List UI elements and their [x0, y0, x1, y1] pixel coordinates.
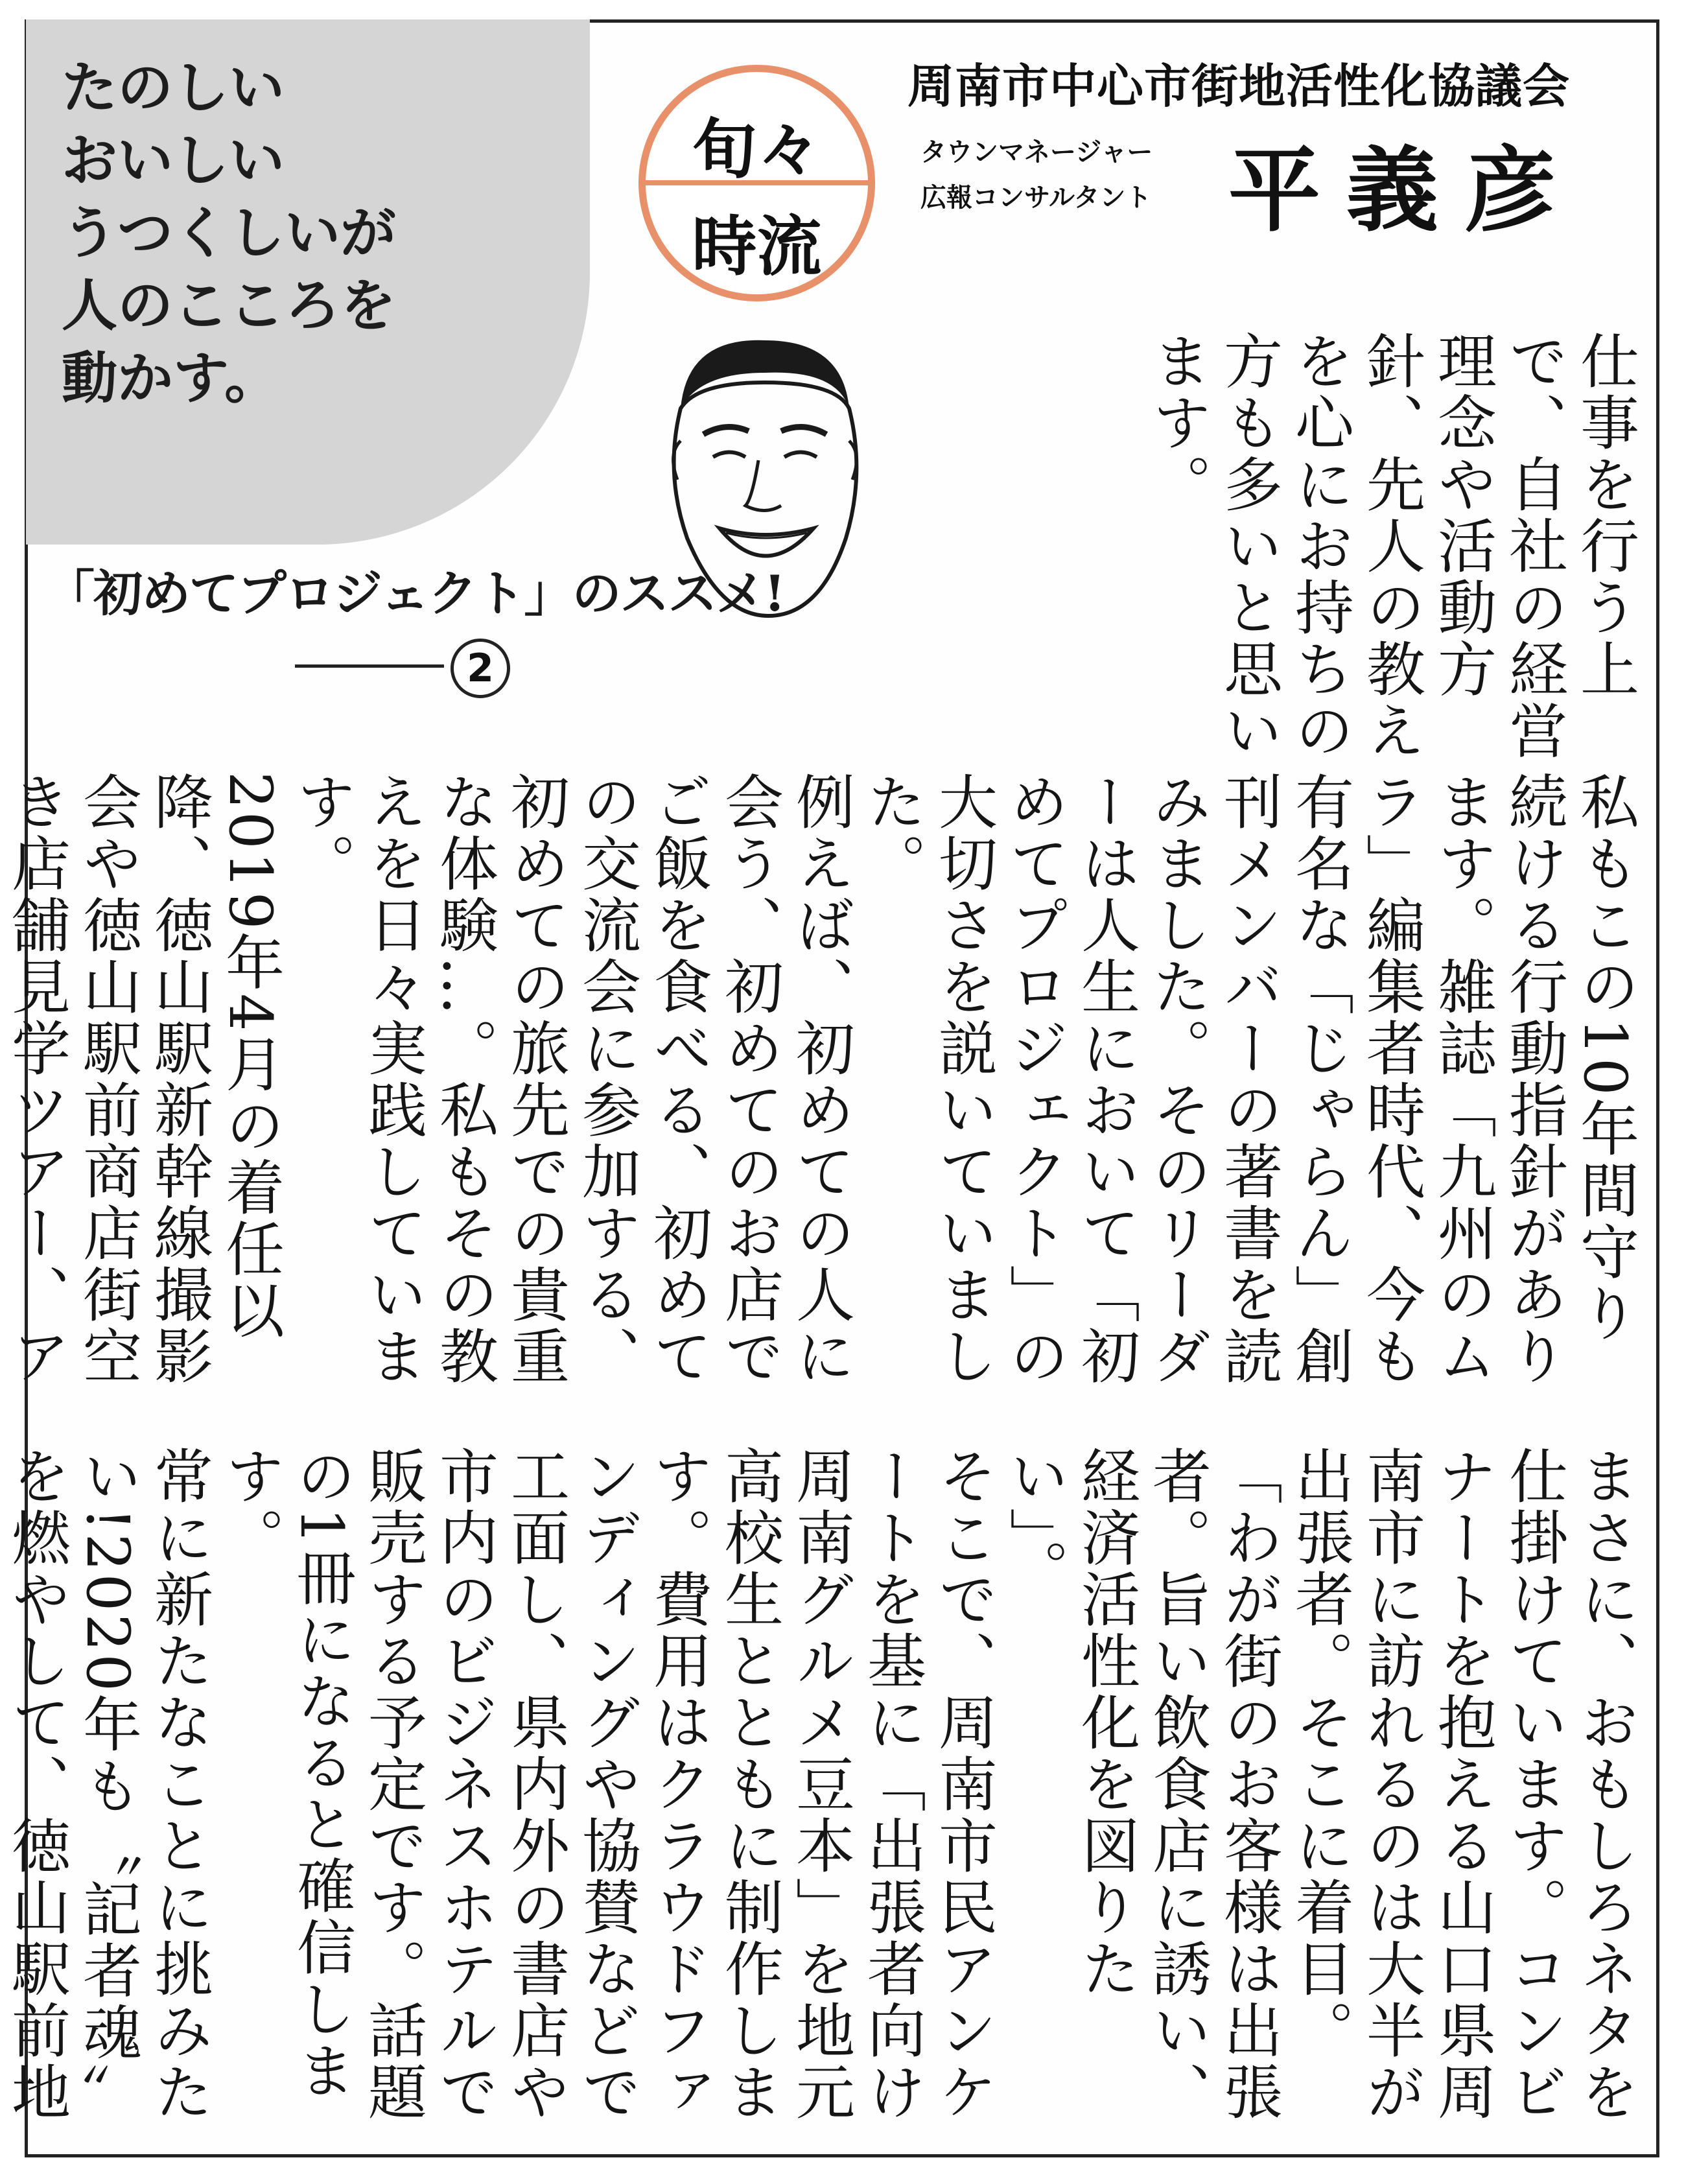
series-subtitle: 「初めてプロジェクト」のススメ! [45, 565, 784, 622]
body-paragraph: そこで、周南市民アンケートを基に「出張者向け周南グルメ豆本」を地元高校生とともに制作します。費用はクラウドファンディングや協賛などで工面し、県内外の書店や市内のビジネスホテルで販売する予定です。話題の1冊になると確信します。 [216, 1446, 997, 2123]
author-name: 平義彦 [1228, 137, 1582, 244]
author-roles [920, 130, 1153, 220]
body-paragraph: まさに、おもしろネタを仕掛けています。コンビナートを抱える山口県周南市に訪れるのは大半が出張者。そこに着目。「わが街のお客様は出張者。旨い飲食店に誘い、経済活性化を図りたい」。 [1000, 1446, 1639, 2123]
role-town-manager: タウンマネージャー [920, 137, 1153, 167]
body-paragraph: 仕事を行う上で、自社の経営理念や活動方針、先人の教えを心にお持ちの方も多いと思います。 [1143, 331, 1639, 762]
catch-line: 人のこころを [62, 274, 396, 338]
role-pr-consultant: 広報コンサルタント [920, 183, 1152, 213]
body-column-3 [2, 1446, 1640, 2126]
body-paragraph: 私もこの10年間守り続ける行動指針があります。雑誌「九州のムラ」編集者時代、今も有名な「じゃらん」創刊メンバーの著書を読みました。そのリーダーは人生において「初めてプロジェクト」の大切さを説いていました。 [858, 771, 1639, 1387]
body-column-2 [2, 771, 1640, 1394]
logo-top-text: 旬々 [692, 111, 822, 187]
author-portrait-illustration [642, 311, 882, 655]
series-number: 2 [451, 639, 510, 698]
logo-bottom-text: 時流 [692, 208, 822, 285]
catch-line: 動かす。 [62, 346, 281, 411]
body-paragraph: 2019年4月の着任以降、徳山駅新幹線撮影会や徳山駅前商店街空き店舗見学ツアー、ア [2, 771, 284, 1387]
catch-line: おいしい [62, 128, 285, 193]
body-paragraph: 常に新たなことに挑みたい!2020年も〝記者魂〟を燃やして、徳山駅前地 [2, 1446, 213, 2126]
catchphrase [62, 52, 396, 415]
speech-bubble-tail [506, 285, 564, 363]
organization-name: 周南市中心市街地活性化協議会 [907, 59, 1571, 113]
body-paragraph: 例えば、初めての人に会う、初めてのお店でご飯を食べる、初めての交流会に参加する、初めての旅先での貴重な体験…。私もその教えを日々実践しています。 [287, 771, 854, 1387]
catch-line: たのしい [62, 56, 285, 121]
catch-line: うつくしいが [62, 201, 396, 266]
series-dash [295, 664, 444, 668]
body-column-1 [917, 331, 1640, 797]
